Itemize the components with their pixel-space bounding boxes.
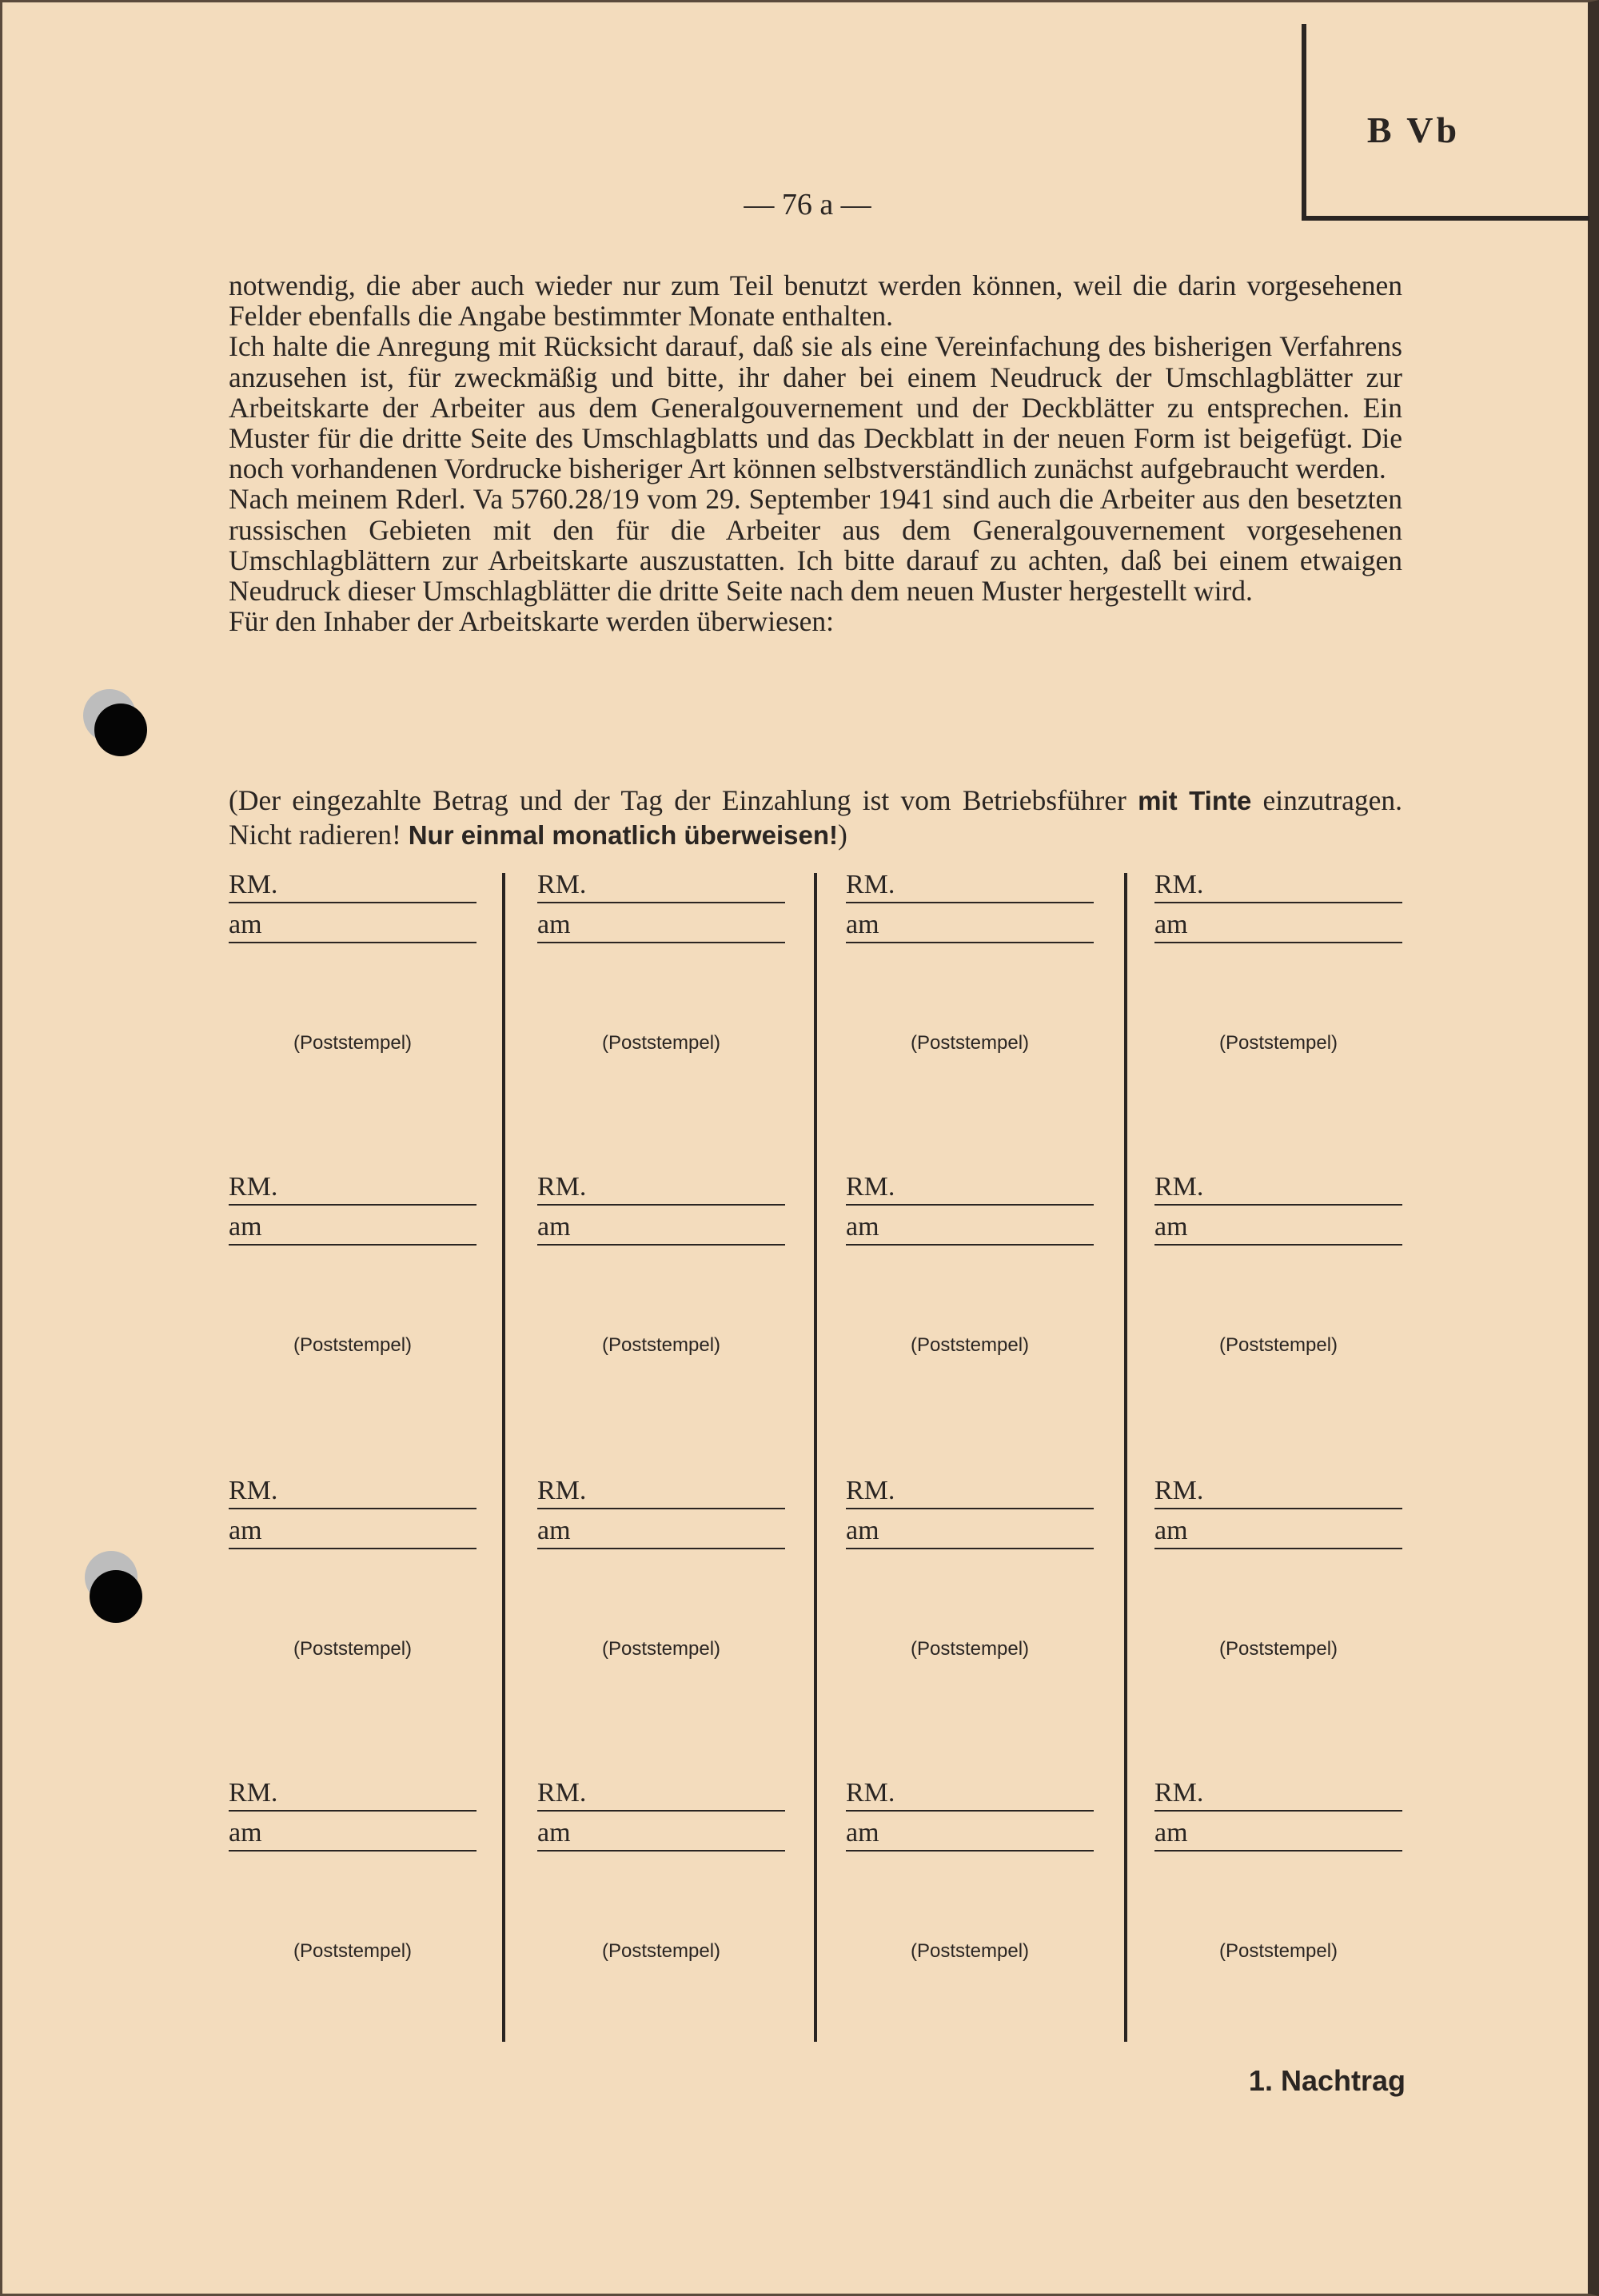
payment-entry bbox=[846, 1474, 1095, 1778]
payment-entry bbox=[846, 1170, 1095, 1474]
amount-field[interactable]: RM. bbox=[1154, 1776, 1402, 1812]
note-text: ) bbox=[838, 819, 847, 851]
postmark-label: (Poststempel) bbox=[1218, 1638, 1338, 1660]
payment-entry bbox=[1154, 1776, 1404, 2080]
payment-entry bbox=[1154, 868, 1404, 1172]
date-field[interactable]: am bbox=[229, 1514, 477, 1549]
postmark-label: (Poststempel) bbox=[1218, 1032, 1338, 1054]
amount-field[interactable]: RM. bbox=[846, 868, 1094, 903]
note-emphasis: mit Tinte bbox=[1138, 786, 1252, 815]
postmark-label: (Poststempel) bbox=[910, 1638, 1030, 1660]
postmark-label: (Poststempel) bbox=[293, 1940, 413, 1962]
postmark-label: (Poststempel) bbox=[601, 1638, 721, 1660]
amount-field[interactable]: RM. bbox=[229, 1170, 477, 1206]
note-text: (Der eingezahlte Betrag und der Tag der Einzahlung ist vom Betriebsführer bbox=[229, 784, 1138, 816]
column-divider bbox=[502, 873, 505, 2042]
note-emphasis: Nur einmal monatlich überweisen! bbox=[408, 820, 838, 850]
supplement-label: 1. Nachtrag bbox=[1248, 2064, 1406, 2097]
payment-entry bbox=[846, 1776, 1095, 2080]
corner-label: B Vb bbox=[1366, 110, 1461, 150]
amount-field[interactable]: RM. bbox=[537, 1776, 785, 1812]
date-field[interactable]: am bbox=[1154, 1816, 1402, 1852]
postmark-label: (Poststempel) bbox=[910, 1334, 1030, 1356]
column-divider bbox=[1124, 873, 1127, 2042]
payment-entry bbox=[229, 868, 478, 1172]
payment-entry bbox=[846, 868, 1095, 1172]
paragraph: Für den Inhaber der Arbeitskarte werden überwiesen: bbox=[229, 605, 835, 638]
postmark-label: (Poststempel) bbox=[1218, 1940, 1338, 1962]
postmark-label: (Poststempel) bbox=[293, 1638, 413, 1660]
date-field[interactable]: am bbox=[1154, 1514, 1402, 1549]
amount-field[interactable]: RM. bbox=[537, 1170, 785, 1206]
amount-field[interactable]: RM. bbox=[229, 1776, 477, 1812]
punch-hole bbox=[90, 1570, 142, 1623]
date-field[interactable]: am bbox=[229, 908, 477, 943]
postmark-label: (Poststempel) bbox=[601, 1940, 721, 1962]
amount-field[interactable]: RM. bbox=[1154, 1474, 1402, 1509]
payment-entry bbox=[229, 1474, 478, 1778]
payment-entry bbox=[537, 1776, 787, 2080]
amount-field[interactable]: RM. bbox=[229, 1474, 477, 1509]
date-field[interactable]: am bbox=[537, 908, 785, 943]
paragraph: Nach meinem Rderl. Va 5760.28/19 vom 29. September 1941 sind auch die Arbeiter aus den besetzten russischen Gebieten mit den für die Arbeiter aus dem Generalgouvernement vorgesehenen Umschlagblättern zur Arbeitskarte auszustatten. Ich bitte darauf zu achten, daß bei einem etwaigen Neudruck dieser Umschlagblätter die dritte Seite nach dem neuen Muster hergestellt wird. bbox=[229, 483, 1402, 608]
payment-entry bbox=[537, 1474, 787, 1778]
postmark-label: (Poststempel) bbox=[1218, 1334, 1338, 1356]
payment-entry bbox=[229, 1776, 478, 2080]
postmark-label: (Poststempel) bbox=[601, 1032, 721, 1054]
paragraph: notwendig, die aber auch wieder nur zum Teil benutzt werden können, weil die darin vorgesehenen Felder ebenfalls die Angabe bestimmter Monate enthalten. bbox=[229, 269, 1402, 333]
payment-entry bbox=[1154, 1474, 1404, 1778]
body-text bbox=[229, 270, 1402, 636]
payment-entry bbox=[537, 868, 787, 1172]
date-field[interactable]: am bbox=[846, 1210, 1094, 1246]
instruction-note bbox=[229, 783, 1402, 852]
paragraph: Ich halte die Anregung mit Rücksicht darauf, daß sie als eine Vereinfachung des bisherigen Verfahrens anzusehen ist, für zweckmäßig und bitte, ihr daher bei einem Neudruck der Umschlagblätter zur Arbeitskarte der Arbeiter aus dem Generalgouvernement und der Deckblätter zu entsprechen. Ein Muster für die dritte Seite des Umschlagblatts und das Deckblatt in der neuen Form ist beigefügt. Die noch vorhandenen Vordrucke bisheriger Art können selbstverständlich zunächst aufgebraucht werden. bbox=[229, 330, 1402, 485]
amount-field[interactable]: RM. bbox=[537, 868, 785, 903]
date-field[interactable]: am bbox=[846, 1514, 1094, 1549]
column-divider bbox=[814, 873, 817, 2042]
postmark-label: (Poststempel) bbox=[293, 1032, 413, 1054]
page-number: — 76 a — bbox=[744, 188, 871, 221]
date-field[interactable]: am bbox=[229, 1816, 477, 1852]
payment-entry bbox=[229, 1170, 478, 1474]
amount-field[interactable]: RM. bbox=[1154, 1170, 1402, 1206]
amount-field[interactable]: RM. bbox=[846, 1170, 1094, 1206]
payment-entry bbox=[1154, 1170, 1404, 1474]
amount-field[interactable]: RM. bbox=[229, 868, 477, 903]
date-field[interactable]: am bbox=[229, 1210, 477, 1246]
date-field[interactable]: am bbox=[846, 1816, 1094, 1852]
amount-field[interactable]: RM. bbox=[537, 1474, 785, 1509]
punch-hole bbox=[94, 704, 147, 756]
note-text: einzutragen. Nicht radieren! bbox=[229, 784, 1402, 851]
postmark-label: (Poststempel) bbox=[910, 1032, 1030, 1054]
date-field[interactable]: am bbox=[537, 1816, 785, 1852]
date-field[interactable]: am bbox=[1154, 908, 1402, 943]
date-field[interactable]: am bbox=[846, 908, 1094, 943]
date-field[interactable]: am bbox=[1154, 1210, 1402, 1246]
postmark-label: (Poststempel) bbox=[293, 1334, 413, 1356]
postmark-label: (Poststempel) bbox=[601, 1334, 721, 1356]
amount-field[interactable]: RM. bbox=[846, 1776, 1094, 1812]
date-field[interactable]: am bbox=[537, 1514, 785, 1549]
amount-field[interactable]: RM. bbox=[846, 1474, 1094, 1509]
payment-entry bbox=[537, 1170, 787, 1474]
amount-field[interactable]: RM. bbox=[1154, 868, 1402, 903]
date-field[interactable]: am bbox=[537, 1210, 785, 1246]
postmark-label: (Poststempel) bbox=[910, 1940, 1030, 1962]
